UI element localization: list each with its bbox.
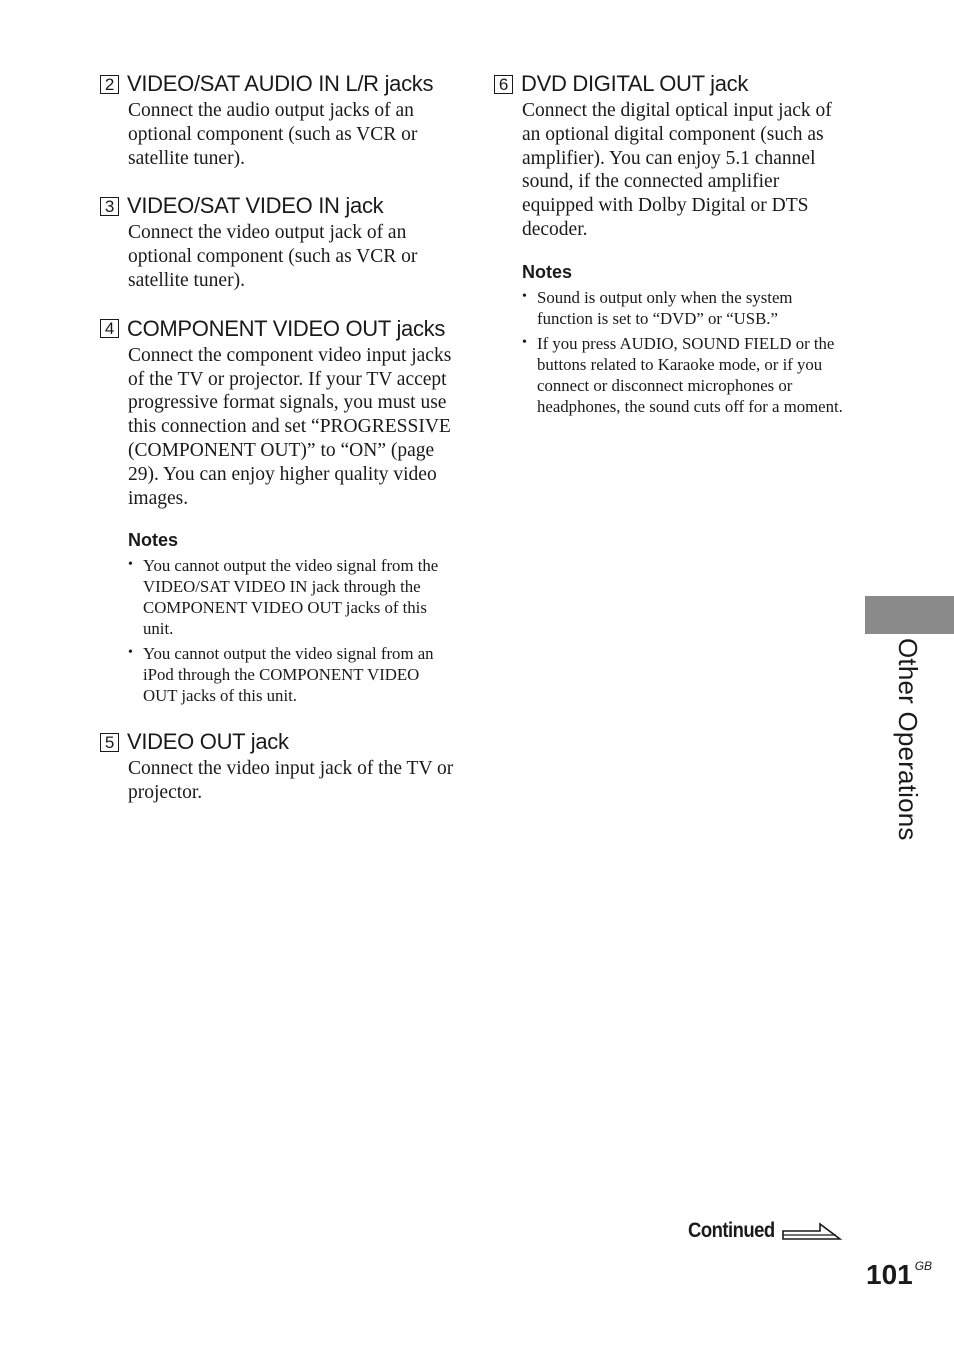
notes-block (522, 260, 846, 417)
section-item (100, 192, 455, 292)
section-heading (100, 192, 455, 220)
notes-block (128, 528, 455, 706)
continued-text: Continued (688, 1219, 775, 1242)
section-body: Connect the video output jack of an optional component (such as VCR or satellite tuner). (128, 222, 418, 291)
section-body: Connect the digital optical input jack of an optional digital component (such as amplifier). You can enjoy 5.1 channel sound, if the connected amplifier equipped with Dolby Digital or DTS decoder. (522, 100, 832, 240)
section-number: 6 (494, 75, 513, 94)
note-item (128, 555, 455, 639)
section-item (100, 315, 455, 707)
bullet-icon: • (522, 288, 527, 304)
section-body: Connect the audio output jacks of an optional component (such as VCR or satellite tuner). (128, 100, 418, 169)
bullet-icon: • (522, 334, 527, 350)
continued-indicator (688, 1216, 842, 1246)
side-tab-marker (865, 596, 954, 634)
notes-title: Notes (128, 530, 179, 551)
bullet-icon: • (128, 645, 133, 661)
section-number: 3 (100, 197, 119, 216)
note-text: Sound is output only when the system function is set to “DVD” or “USB.” (537, 287, 793, 328)
note-item (522, 333, 846, 417)
section-heading (100, 70, 455, 98)
section-number: 4 (100, 319, 119, 338)
page-number-suffix: GB (914, 1259, 933, 1273)
note-text: You cannot output the video signal from an iPod through the COMPONENT VIDEO OUT jacks of this unit. (143, 644, 434, 706)
arrow-right-icon (782, 1219, 842, 1243)
section-body: Connect the component video input jacks of the TV or projector. If your TV accept progressive format signals, you must use this connection and set “PROGRESSIVE (COMPONENT OUT)” to “ON” (page 29). You can enjoy higher quality video images. (128, 344, 452, 509)
section-heading-text: DVD DIGITAL OUT jack (521, 71, 749, 96)
section-number: 5 (100, 733, 119, 752)
section-item (494, 70, 846, 417)
section-heading-text: VIDEO/SAT VIDEO IN jack (127, 193, 384, 219)
section-item (100, 70, 455, 170)
right-column (494, 70, 846, 439)
note-text: If you press AUDIO, SOUND FIELD or the buttons related to Karaoke mode, or if you connect or disconnect microphones or headphones, the sound cuts off for a moment. (537, 333, 843, 416)
section-item (100, 728, 455, 805)
section-heading-text: COMPONENT VIDEO OUT jacks (127, 315, 446, 341)
page-number (866, 1246, 932, 1295)
bullet-icon: • (128, 557, 133, 573)
notes-title: Notes (522, 261, 573, 282)
section-heading (100, 315, 455, 343)
note-item (522, 287, 846, 329)
section-body: Connect the video input jack of the TV or projector. (128, 758, 454, 804)
left-column (100, 70, 455, 827)
section-heading-text: VIDEO/SAT AUDIO IN L/R jacks (127, 71, 434, 96)
section-heading (494, 70, 846, 98)
section-heading-text: VIDEO OUT jack (127, 729, 289, 755)
note-item (128, 643, 455, 706)
section-number: 2 (100, 75, 119, 94)
side-tab-label: Other Operations (893, 638, 923, 841)
note-text: You cannot output the video signal from the VIDEO/SAT VIDEO IN jack through the COMPONENT VIDEO OUT jacks of this unit. (143, 556, 439, 639)
section-heading (100, 728, 455, 756)
page-number-value: 101 (866, 1259, 913, 1290)
